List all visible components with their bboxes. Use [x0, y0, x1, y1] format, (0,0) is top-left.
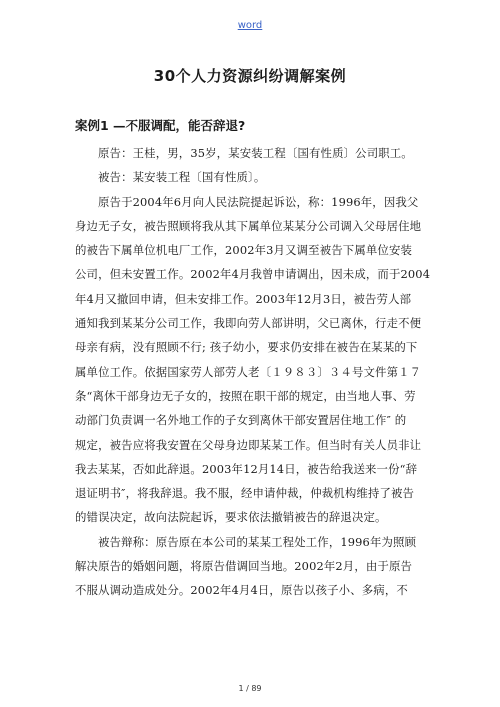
text-line: 条“离休干部身边无子女的，按照在职干部的规定，由当地人事、劳 [75, 388, 416, 403]
text-line: 的被告下属单位机电厂工作，2002年3月又调至被告下属单位安装 [75, 243, 413, 258]
text-line: 年4月又撤回申请，但未安排工作。2003年12月3日，被告劳人部 [75, 291, 412, 306]
text-line: 公司，但未安置工作。2002年4月我曾申请调出，因未成，而于2004 [75, 267, 431, 282]
document-title: 30个人力资源纠纷调解案例 [153, 67, 347, 85]
header-word-link[interactable]: word [237, 20, 263, 31]
text-line: 我去某某，否如此辞退。2003年12月14日，被告给我送来一份“辞 [75, 461, 418, 476]
text-line: 母亲有病，没有照顾不行; 孩子幼小，要求仍安排在被告在某某的下 [75, 340, 418, 355]
text-line: 原告：王桂，男，35岁，某安装工程〔国有性质〕公司职工。 [98, 146, 413, 160]
text-line: 原告于2004年6月向人民法院提起诉讼，称：1996年，因我父 [98, 194, 419, 209]
text-line: 规定，被告应将我安置在父母身边即某某工作。但当时有关人员非让 [75, 437, 422, 452]
page-number: 1 / 89 [238, 684, 262, 693]
text-line: 被告：某安装工程〔国有性质〕。 [98, 170, 266, 185]
text-line: 属单位工作。依据国家劳人部劳人老〔１９８３〕３４号文件第１７ [75, 364, 422, 379]
text-line: 动部门负责调一名外地工作的子女到离休干部安置居住地工作″ 的 [75, 413, 407, 428]
text-line: 通知我到某某分公司工作，我即向劳人部讲明，父已离休，行走不便 [75, 316, 422, 331]
text-line: 不服从调动造成处分。2002年4月4日，原告以孩子小、多病，不 [75, 583, 408, 598]
text-line: 的错误决定，故向法院起诉，要求依法撤销被告的辞退决定。 [75, 510, 387, 525]
text-line: 身边无子女，被告照顾将我从其下属单位某某分公司调入父母居住地 [75, 218, 422, 233]
document-body [75, 116, 429, 603]
case-heading: 案例1 —不服调配，能否辞退? [75, 118, 246, 133]
paragraph-lines [75, 141, 429, 603]
text-line: 退证明书″，将我辞退。我不服，经申请仲裁，仲裁机构维持了被告 [75, 486, 415, 501]
text-line: 被告辩称：原告原在本公司的某某工程处工作，1996年为照顾 [98, 534, 417, 549]
text-line: 解决原告的婚姻问题，将原告借调回当地。2002年2月，由于原告 [75, 559, 413, 574]
